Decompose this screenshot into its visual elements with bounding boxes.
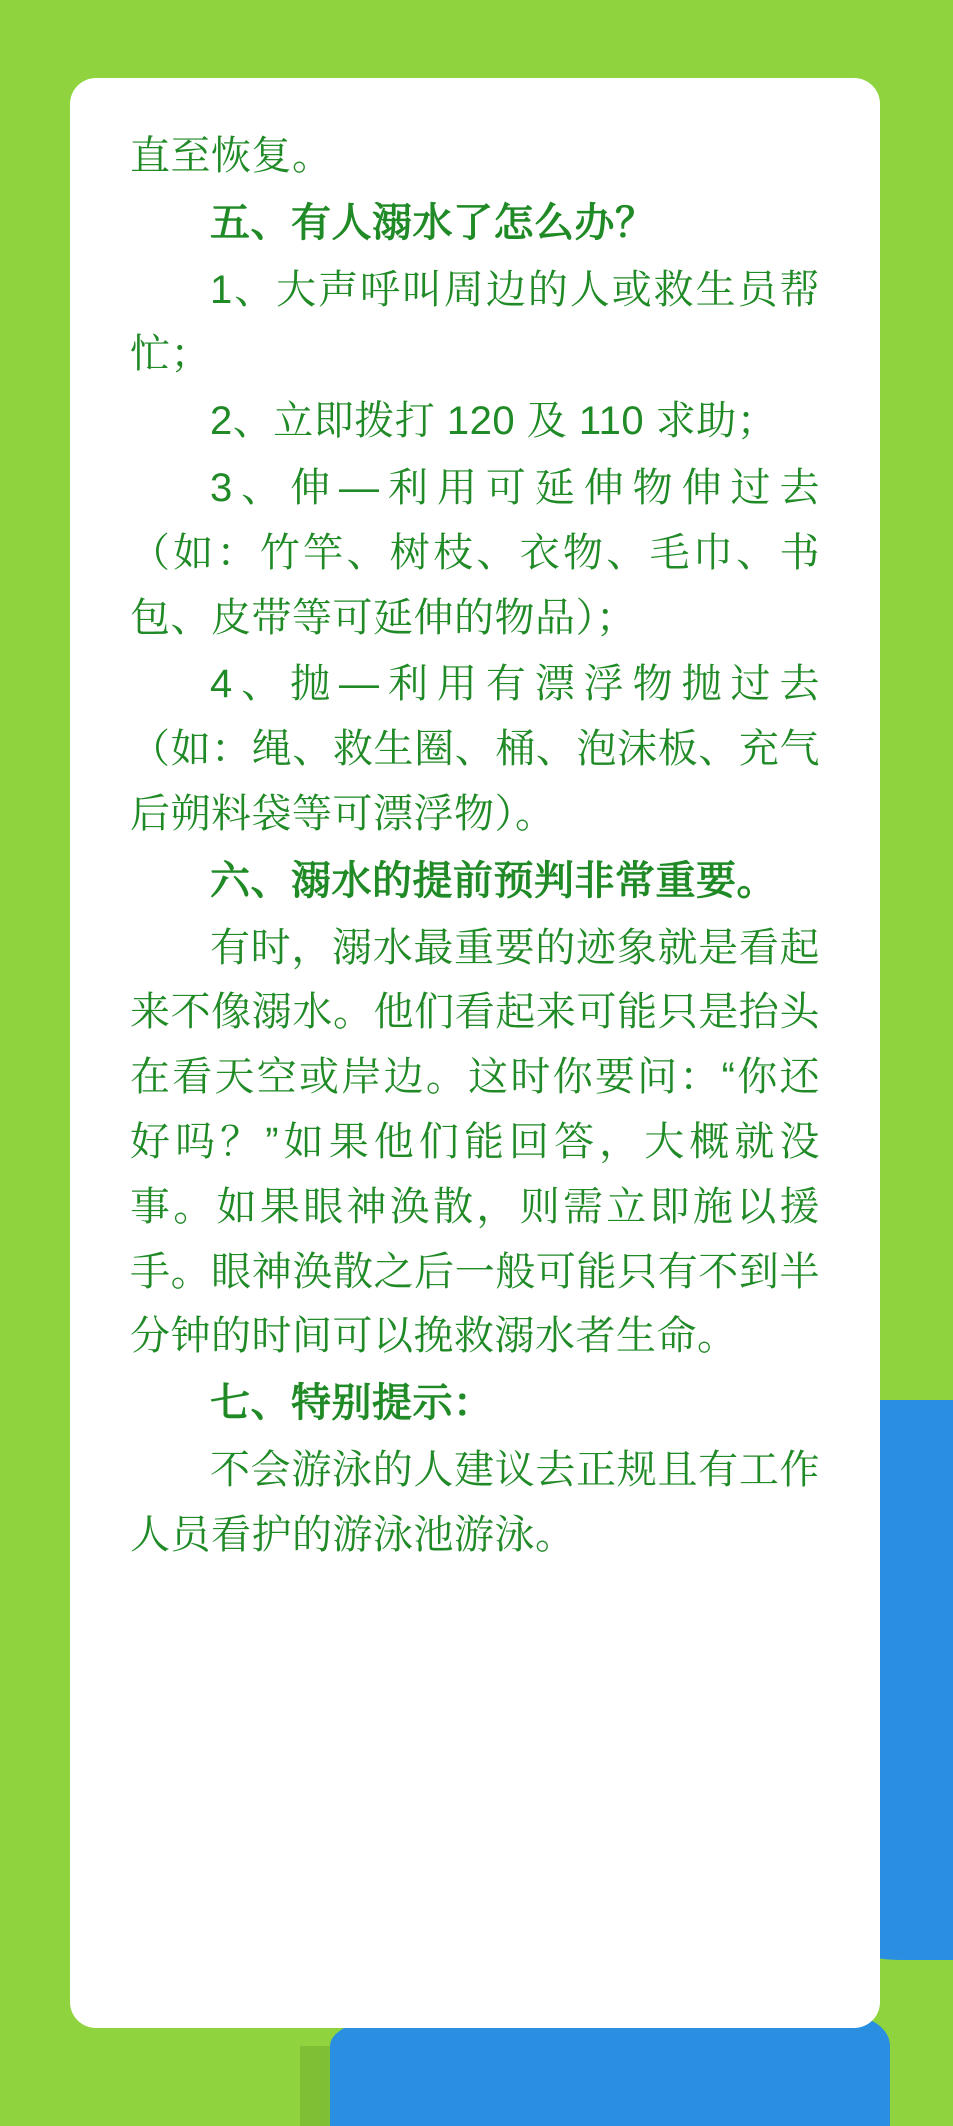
list-item-5-4: 4、抛—利用有漂浮物抛过去（如：绳、救生圈、桶、泡沫板、充气后朔料袋等可漂浮物）。 bbox=[130, 662, 820, 836]
document-text-body bbox=[130, 124, 820, 1568]
body-section-seven: 不会游泳的人建议去正规且有工作人员看护的游泳池游泳。 bbox=[130, 1447, 820, 1557]
heading-section-six: 六、溺水的提前预判非常重要。 bbox=[210, 858, 777, 903]
heading-section-five: 五、有人溺水了怎么办？ bbox=[210, 200, 656, 245]
body-section-six: 有时，溺水最重要的迹象就是看起来不像溺水。他们看起来可能只是抬头在看天空或岸边。这时你要问：“你还好吗？”如果他们能回答，大概就没事。如果眼神涣散，则需立即施以援手。眼神涣散之后一般可能只有不到半分钟的时间可以挽救溺水者生命。 bbox=[130, 925, 820, 1359]
decorative-blue-shape-bottom bbox=[330, 2016, 890, 2126]
paragraph-continuation: 直至恢复。 bbox=[130, 134, 333, 178]
heading-section-seven: 七、特别提示： bbox=[210, 1381, 494, 1426]
document-card bbox=[70, 78, 880, 2028]
list-item-5-1: 1、大声呼叫周边的人或救生员帮忙； bbox=[130, 267, 820, 377]
list-item-5-3: 3、伸—利用可延伸物伸过去（如：竹竿、树枝、衣物、毛巾、书包、皮带等可延伸的物品）； bbox=[130, 465, 820, 640]
list-item-5-2: 2、立即拨打 120 及 110 求助； bbox=[210, 399, 778, 444]
